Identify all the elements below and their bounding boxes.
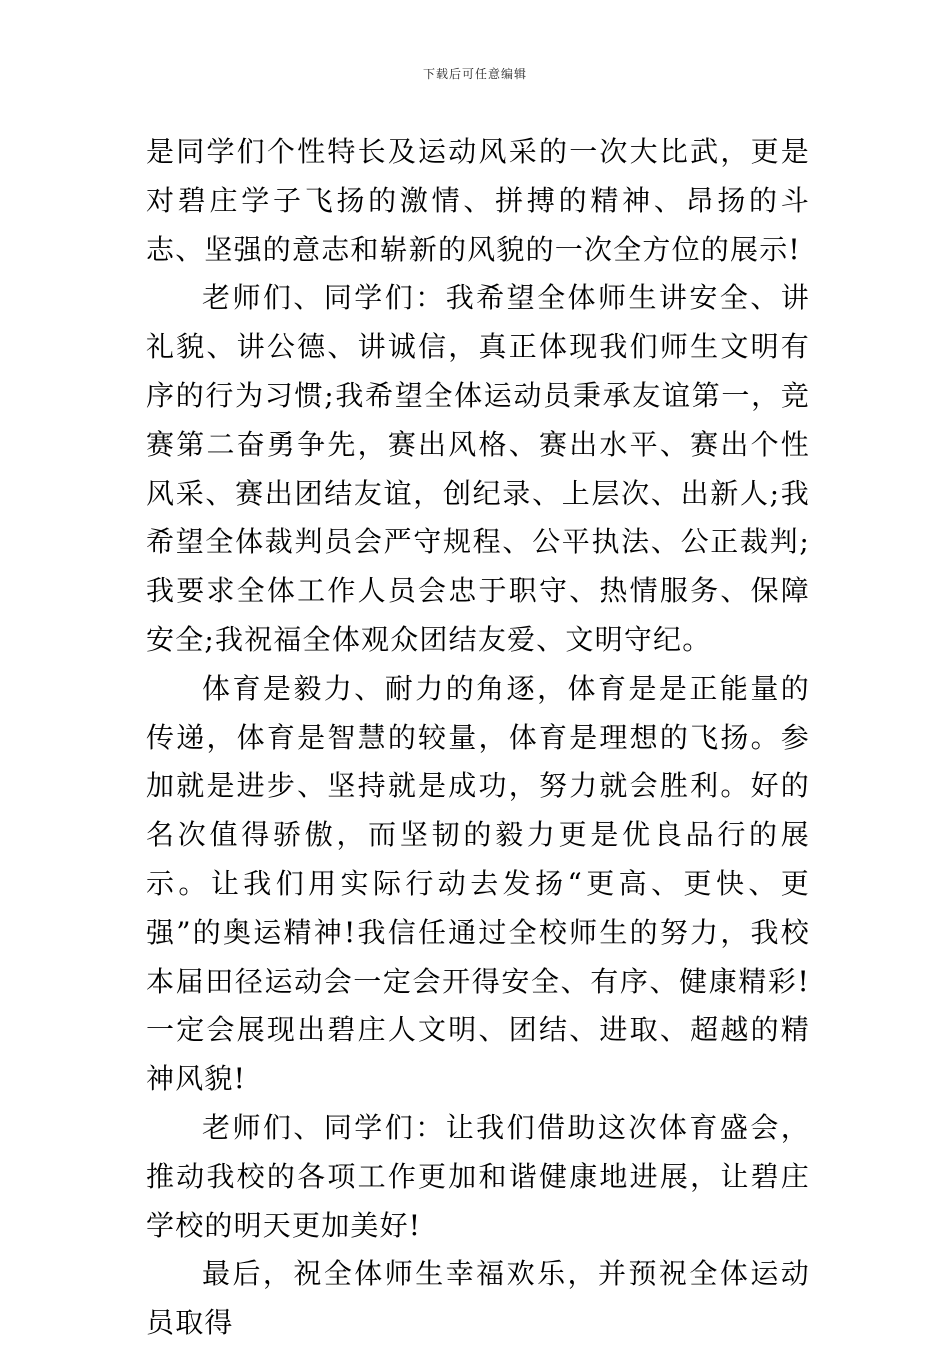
paragraph-5: 最后，祝全体师生幸福欢乐，并预祝全体运动员取得 — [146, 1257, 810, 1340]
document-body — [146, 128, 810, 1348]
paragraph-3: 体育是毅力、耐力的角逐，体育是是正能量的传递，体育是智慧的较量，体育是理想的飞扬。参加就是进步、坚持就是成功，努力就会胜利。好的名次值得骄傲，而坚韧的毅力更是优良品行的展示。让我们用实际行动去发扬“更高、更快、更强”的奥运精神!我信任通过全校师生的努力，我校本届田径运动会一定会开得安全、有序、健康精彩!一定会展现出碧庄人文明、团结、进取、超越的精神风貌! — [146, 671, 810, 1096]
paragraph-1: 是同学们个性特长及运动风采的一次大比武，更是对碧庄学子飞扬的激情、拼搏的精神、昂扬的斗志、坚强的意志和崭新的风貌的一次全方位的展示! — [146, 135, 810, 266]
page-header-note: 下载后可任意编辑 — [422, 67, 527, 81]
paragraph-2: 老师们、同学们：我希望全体师生讲安全、讲礼貌、讲公德、讲诚信，真正体现我们师生文明有序的行为习惯;我希望全体运动员秉承友谊第一，竞赛第二奋勇争先，赛出风格、赛出水平、赛出个性风采、赛出团结友谊，创纪录、上层次、出新人;我希望全体裁判员会严守规程、公平执法、公正裁判;我要求全体工作人员会忠于职守、热情服务、保障安全;我祝福全体观众团结友爱、文明守纪。 — [146, 281, 810, 656]
paragraph-4: 老师们、同学们：让我们借助这次体育盛会，推动我校的各项工作更加和谐健康地进展，让碧庄学校的明天更加美好! — [146, 1110, 810, 1242]
